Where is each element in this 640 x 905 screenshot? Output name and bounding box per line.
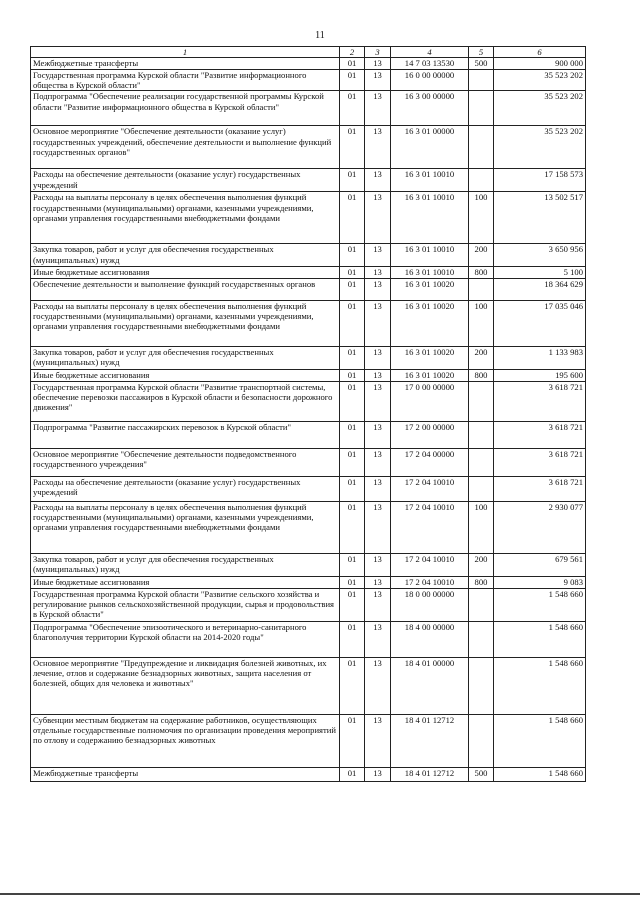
- row-section: 01: [340, 169, 365, 192]
- row-amount: 1 548 660: [494, 657, 586, 714]
- row-target-code: 16 3 01 10020: [391, 346, 469, 369]
- row-subsection: 13: [365, 476, 391, 501]
- row-expense-type: 500: [469, 767, 494, 781]
- row-subsection: 13: [365, 69, 391, 91]
- row-target-code: 16 3 01 10010: [391, 169, 469, 192]
- table-row: [31, 714, 586, 767]
- table-row: [31, 657, 586, 714]
- row-subsection: 13: [365, 169, 391, 192]
- row-target-code: 16 0 00 00000: [391, 69, 469, 91]
- row-amount: 35 523 202: [494, 91, 586, 126]
- row-target-code: 18 4 01 12712: [391, 767, 469, 781]
- row-amount: 13 502 517: [494, 192, 586, 244]
- row-name: Подпрограмма "Обеспечение реализации государственной программы Курской области "Развитие информационного общества в Курской области": [31, 91, 340, 126]
- row-target-code: 16 3 01 10020: [391, 369, 469, 381]
- row-subsection: 13: [365, 369, 391, 381]
- row-name: Основное мероприятие "Предупреждение и ликвидация болезней животных, их лечение, отлов и содержание безнадзорных животных, защита населения от болезней, общих для человека и животных": [31, 657, 340, 714]
- row-amount: 9 083: [494, 576, 586, 588]
- row-name: Расходы на выплаты персоналу в целях обеспечения выполнения функций государственными (муниципальными) органами, казенными учреждениями, органами управления государственными внебюджетными фондами: [31, 192, 340, 244]
- table-row: [31, 501, 586, 553]
- row-target-code: 16 3 01 10020: [391, 278, 469, 300]
- row-expense-type: [469, 381, 494, 421]
- row-amount: 1 548 660: [494, 714, 586, 767]
- table-row: [31, 576, 586, 588]
- row-section: 01: [340, 69, 365, 91]
- row-name: Расходы на выплаты персоналу в целях обеспечения выполнения функций государственными (муниципальными) органами, казенными учреждениями, органами управления государственными внебюджетными фондами: [31, 501, 340, 553]
- budget-table: [30, 46, 586, 782]
- row-expense-type: 800: [469, 267, 494, 278]
- row-name: Государственная программа Курской области "Развитие сельского хозяйства и регулирование рынков сельскохозяйственной продукции, сырья и продовольствия в Курской области": [31, 588, 340, 621]
- row-amount: 3 618 721: [494, 448, 586, 476]
- row-amount: 3 618 721: [494, 381, 586, 421]
- row-amount: 900 000: [494, 58, 586, 69]
- table-row: [31, 58, 586, 69]
- table-row: [31, 300, 586, 346]
- row-amount: 17 158 573: [494, 169, 586, 192]
- row-target-code: 16 3 01 10020: [391, 300, 469, 346]
- row-section: 01: [340, 621, 365, 657]
- table-row: [31, 381, 586, 421]
- row-section: 01: [340, 657, 365, 714]
- table-row: [31, 346, 586, 369]
- row-amount: 679 561: [494, 553, 586, 576]
- row-expense-type: [469, 421, 494, 448]
- row-target-code: 16 3 01 00000: [391, 126, 469, 169]
- row-amount: 18 364 629: [494, 278, 586, 300]
- row-name: Межбюджетные трансферты: [31, 58, 340, 69]
- row-section: 01: [340, 588, 365, 621]
- table-row: [31, 588, 586, 621]
- row-amount: 1 548 660: [494, 767, 586, 781]
- column-header: 6: [494, 47, 586, 58]
- row-subsection: 13: [365, 244, 391, 267]
- row-expense-type: [469, 476, 494, 501]
- table-row: [31, 267, 586, 278]
- row-amount: 5 100: [494, 267, 586, 278]
- row-expense-type: 100: [469, 501, 494, 553]
- row-expense-type: [469, 91, 494, 126]
- table-row: [31, 169, 586, 192]
- row-section: 01: [340, 501, 365, 553]
- row-subsection: 13: [365, 714, 391, 767]
- row-name: Закупка товаров, работ и услуг для обеспечения государственных (муниципальных) нужд: [31, 346, 340, 369]
- row-target-code: 17 2 04 10010: [391, 576, 469, 588]
- row-expense-type: [469, 126, 494, 169]
- row-expense-type: [469, 169, 494, 192]
- row-target-code: 16 3 00 00000: [391, 91, 469, 126]
- row-section: 01: [340, 714, 365, 767]
- row-target-code: 16 3 01 10010: [391, 267, 469, 278]
- row-subsection: 13: [365, 300, 391, 346]
- row-target-code: 18 0 00 00000: [391, 588, 469, 621]
- row-name: Субвенции местным бюджетам на содержание работников, осуществляющих отдельные государственные полномочия по организации проведения мероприятий по отлову и содержанию безнадзорных животных: [31, 714, 340, 767]
- row-expense-type: 200: [469, 244, 494, 267]
- row-target-code: 18 4 01 00000: [391, 657, 469, 714]
- table-row: [31, 421, 586, 448]
- row-target-code: 17 0 00 00000: [391, 381, 469, 421]
- row-section: 01: [340, 369, 365, 381]
- row-expense-type: 200: [469, 553, 494, 576]
- row-amount: 2 930 077: [494, 501, 586, 553]
- row-section: 01: [340, 381, 365, 421]
- row-target-code: 14 7 03 13530: [391, 58, 469, 69]
- row-amount: 1 133 983: [494, 346, 586, 369]
- row-subsection: 13: [365, 58, 391, 69]
- row-target-code: 17 2 00 00000: [391, 421, 469, 448]
- row-section: 01: [340, 91, 365, 126]
- column-header: 3: [365, 47, 391, 58]
- row-name: Межбюджетные трансферты: [31, 767, 340, 781]
- row-expense-type: 800: [469, 369, 494, 381]
- row-amount: 35 523 202: [494, 69, 586, 91]
- row-name: Обеспечение деятельности и выполнение функций государственных органов: [31, 278, 340, 300]
- row-section: 01: [340, 267, 365, 278]
- row-target-code: 17 2 04 10010: [391, 476, 469, 501]
- row-expense-type: [469, 657, 494, 714]
- row-amount: 17 035 046: [494, 300, 586, 346]
- row-amount: 195 600: [494, 369, 586, 381]
- row-name: Подпрограмма "Обеспечение эпизоотического и ветеринарно-санитарного благополучия территории Курской области на 2014-2020 годы": [31, 621, 340, 657]
- row-subsection: 13: [365, 126, 391, 169]
- row-expense-type: [469, 69, 494, 91]
- row-name: Закупка товаров, работ и услуг для обеспечения государственных (муниципальных) нужд: [31, 244, 340, 267]
- row-expense-type: [469, 278, 494, 300]
- row-target-code: 18 4 01 12712: [391, 714, 469, 767]
- row-subsection: 13: [365, 501, 391, 553]
- row-subsection: 13: [365, 448, 391, 476]
- row-amount: 3 650 956: [494, 244, 586, 267]
- table-row: [31, 126, 586, 169]
- row-name: Государственная программа Курской области "Развитие транспортной системы, обеспечение перевозки пассажиров в Курской области и безопасности дорожного движения": [31, 381, 340, 421]
- row-name: Подпрограмма "Развитие пассажирских перевозок в Курской области": [31, 421, 340, 448]
- table-row: [31, 767, 586, 781]
- row-target-code: 17 2 04 10010: [391, 553, 469, 576]
- row-name: Иные бюджетные ассигнования: [31, 267, 340, 278]
- row-section: 01: [340, 476, 365, 501]
- column-header: 4: [391, 47, 469, 58]
- row-name: Государственная программа Курской области "Развитие информационного общества в Курской области": [31, 69, 340, 91]
- row-expense-type: [469, 621, 494, 657]
- row-expense-type: 200: [469, 346, 494, 369]
- row-amount: 3 618 721: [494, 476, 586, 501]
- row-name: Закупка товаров, работ и услуг для обеспечения государственных (муниципальных) нужд: [31, 553, 340, 576]
- row-expense-type: [469, 588, 494, 621]
- row-subsection: 13: [365, 192, 391, 244]
- table-row: [31, 69, 586, 91]
- row-expense-type: 100: [469, 300, 494, 346]
- table-header-row: [31, 47, 586, 58]
- row-name: Расходы на обеспечение деятельности (оказание услуг) государственных учреждений: [31, 169, 340, 192]
- row-section: 01: [340, 192, 365, 244]
- row-subsection: 13: [365, 767, 391, 781]
- table-row: [31, 278, 586, 300]
- row-expense-type: 500: [469, 58, 494, 69]
- bottom-rule: [0, 893, 640, 895]
- row-name: Расходы на выплаты персоналу в целях обеспечения выполнения функций государственными (муниципальными) органами, казенными учреждениями, органами управления государственными внебюджетными фондами: [31, 300, 340, 346]
- row-section: 01: [340, 576, 365, 588]
- row-subsection: 13: [365, 91, 391, 126]
- table-row: [31, 91, 586, 126]
- row-expense-type: 800: [469, 576, 494, 588]
- row-target-code: 18 4 00 00000: [391, 621, 469, 657]
- row-section: 01: [340, 553, 365, 576]
- table-row: [31, 369, 586, 381]
- table-row: [31, 553, 586, 576]
- row-section: 01: [340, 278, 365, 300]
- row-subsection: 13: [365, 278, 391, 300]
- table-row: [31, 244, 586, 267]
- column-header: 2: [340, 47, 365, 58]
- row-subsection: 13: [365, 346, 391, 369]
- table-row: [31, 621, 586, 657]
- table-row: [31, 448, 586, 476]
- row-section: 01: [340, 767, 365, 781]
- row-name: Основное мероприятие "Обеспечение деятельности подведомственного государственного учреждения": [31, 448, 340, 476]
- row-subsection: 13: [365, 553, 391, 576]
- table-body: [31, 58, 586, 781]
- row-expense-type: 100: [469, 192, 494, 244]
- row-section: 01: [340, 126, 365, 169]
- row-subsection: 13: [365, 588, 391, 621]
- row-section: 01: [340, 244, 365, 267]
- row-expense-type: [469, 714, 494, 767]
- row-section: 01: [340, 346, 365, 369]
- row-target-code: 17 2 04 00000: [391, 448, 469, 476]
- table-row: [31, 476, 586, 501]
- row-section: 01: [340, 300, 365, 346]
- row-amount: 1 548 660: [494, 621, 586, 657]
- row-target-code: 16 3 01 10010: [391, 244, 469, 267]
- row-section: 01: [340, 448, 365, 476]
- row-subsection: 13: [365, 421, 391, 448]
- page-number: 11: [315, 30, 325, 41]
- row-name: Расходы на обеспечение деятельности (оказание услуг) государственных учреждений: [31, 476, 340, 501]
- row-subsection: 13: [365, 267, 391, 278]
- column-header: 5: [469, 47, 494, 58]
- row-name: Основное мероприятие "Обеспечение деятельности (оказание услуг) государственных учреждений, обеспечение деятельности и выполнение функций государственных органов": [31, 126, 340, 169]
- row-amount: 35 523 202: [494, 126, 586, 169]
- row-expense-type: [469, 448, 494, 476]
- row-target-code: 16 3 01 10010: [391, 192, 469, 244]
- row-target-code: 17 2 04 10010: [391, 501, 469, 553]
- row-subsection: 13: [365, 576, 391, 588]
- table-row: [31, 192, 586, 244]
- row-section: 01: [340, 421, 365, 448]
- row-subsection: 13: [365, 381, 391, 421]
- row-amount: 3 618 721: [494, 421, 586, 448]
- row-subsection: 13: [365, 657, 391, 714]
- row-name: Иные бюджетные ассигнования: [31, 576, 340, 588]
- row-name: Иные бюджетные ассигнования: [31, 369, 340, 381]
- column-header: 1: [31, 47, 340, 58]
- row-amount: 1 548 660: [494, 588, 586, 621]
- row-subsection: 13: [365, 621, 391, 657]
- row-section: 01: [340, 58, 365, 69]
